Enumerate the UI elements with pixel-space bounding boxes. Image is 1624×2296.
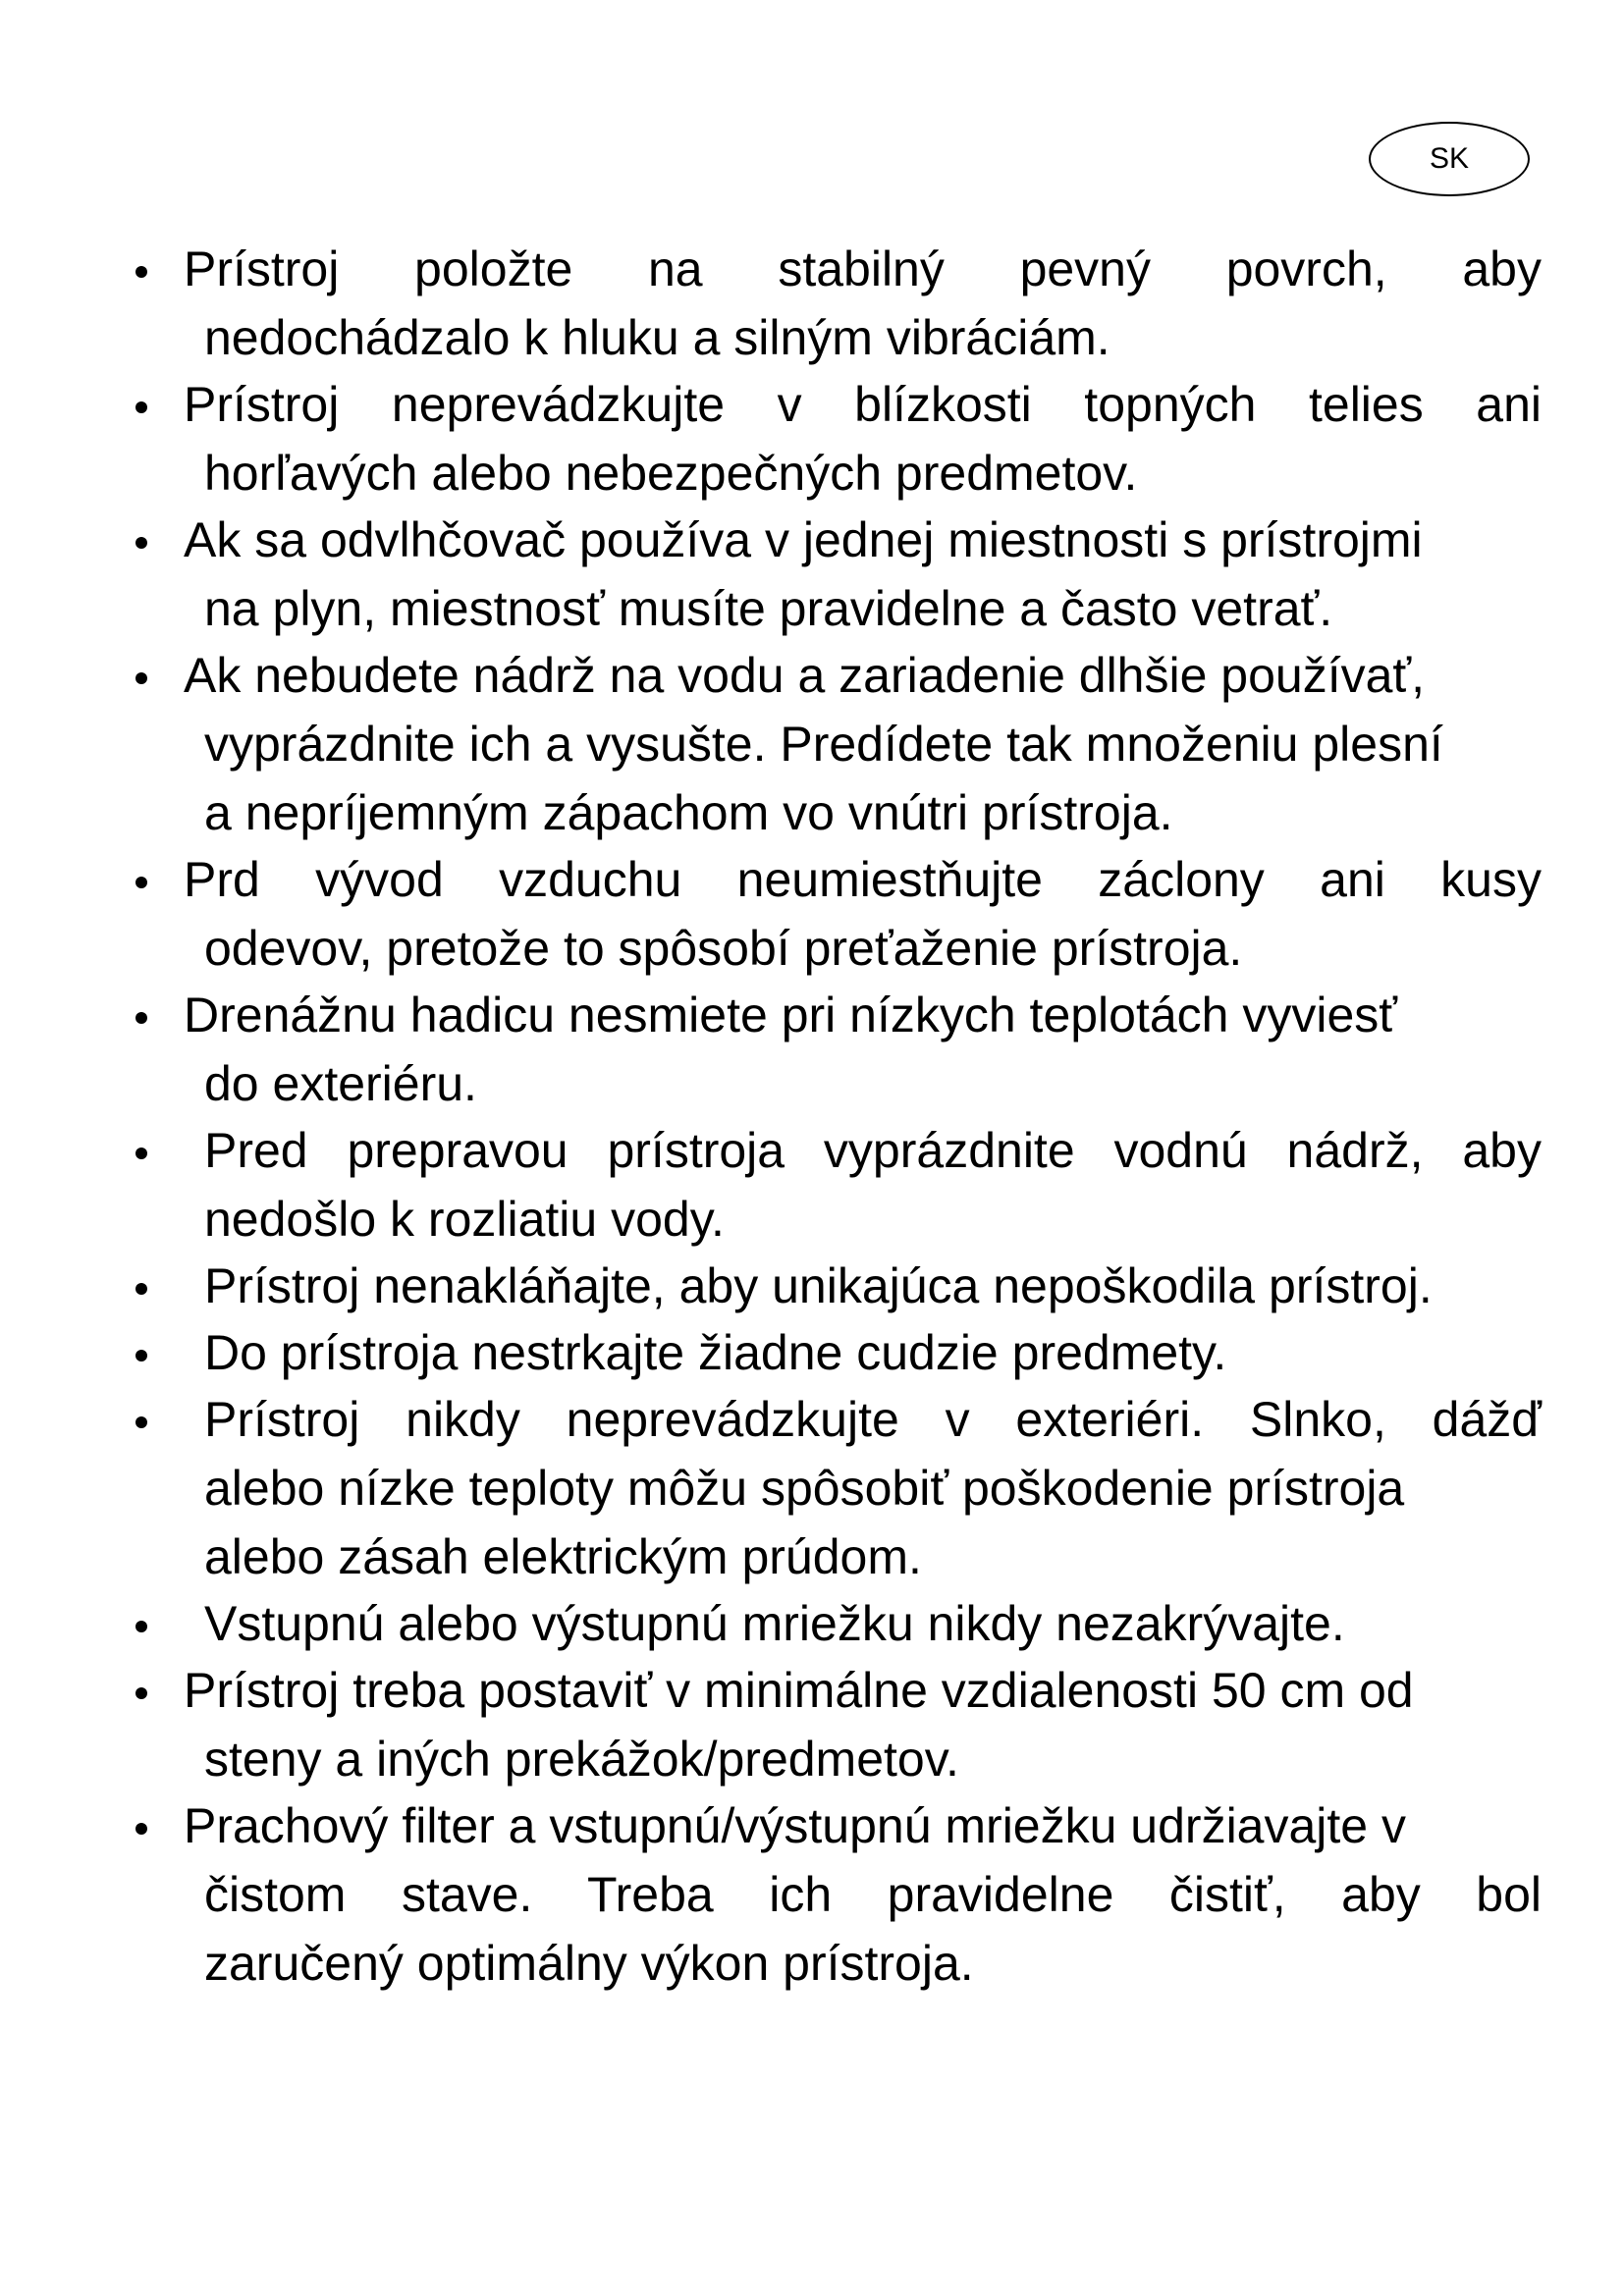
list-item-text-continued: steny a iných prekážok/predmetov.: [204, 1732, 959, 1787]
list-item: [128, 845, 1542, 983]
list-item: [128, 1116, 1542, 1254]
list-item-text-continued: nedošlo k rozliatiu vody.: [204, 1192, 725, 1247]
list-item-text: Prístroj neprevádzkujte v blízkosti topných telies ani: [184, 377, 1542, 432]
list-item-text: Prístroj nenakláňajte, aby unikajúca nepoškodila prístroj.: [204, 1258, 1433, 1313]
list-item: [128, 1252, 1522, 1320]
list-item-text: Ak nebudete nádrž na vodu a zariadenie dlhšie používať,: [184, 648, 1426, 703]
list-item-text: Ak sa odvlhčovač používa v jednej miestnosti s prístrojmi: [184, 512, 1423, 567]
list-item: [128, 1791, 1542, 1998]
list-item-text: Prístroj treba postaviť v minimálne vzdialenosti 50 cm od: [184, 1663, 1414, 1718]
bullet-icon: [135, 877, 147, 888]
list-item: [128, 1385, 1542, 1591]
list-item-text-continued: čistom stave. Treba ich pravidelne čistiť, aby bol: [204, 1867, 1542, 1922]
bullet-icon: [135, 537, 147, 549]
bullet-icon: [135, 1012, 147, 1024]
list-item-text-continued: a nepríjemným zápachom vo vnútri prístroja.: [204, 785, 1173, 840]
list-item-text-continued: horľavých alebo nebezpečných predmetov.: [204, 446, 1138, 501]
safety-instructions-list: [128, 235, 1542, 1996]
list-item-text-continued: alebo zásah elektrickým prúdom.: [204, 1529, 922, 1584]
list-item-text-continued: odevov, pretože to spôsobí preťaženie prístroja.: [204, 921, 1243, 976]
bullet-icon: [135, 1416, 147, 1428]
bullet-icon: [135, 1687, 147, 1699]
list-item-text: Prístroj nikdy neprevádzkujte v exteriéri. Slnko, dážď: [204, 1392, 1542, 1447]
list-item-text-continued: na plyn, miestnosť musíte pravidelne a často vetrať.: [204, 581, 1333, 636]
list-item-text: Do prístroja nestrkajte žiadne cudzie predmety.: [204, 1325, 1227, 1380]
list-item-text-continued: alebo nízke teploty môžu spôsobiť poškodenie prístroja: [204, 1461, 1405, 1516]
bullet-icon: [135, 1148, 147, 1159]
language-badge: SK: [1369, 122, 1530, 196]
list-item-text: Vstupnú alebo výstupnú mriežku nikdy nezakrývajte.: [204, 1596, 1345, 1651]
bullet-icon: [135, 672, 147, 684]
list-item-text-continued: nedochádzalo k hluku a silným vibráciám.: [204, 310, 1110, 365]
bullet-icon: [135, 1350, 147, 1362]
list-item: [128, 981, 1522, 1118]
list-item-text: Prístroj položte na stabilný pevný povrch, aby: [184, 241, 1542, 296]
bullet-icon: [135, 401, 147, 413]
list-item-text-continued: do exteriéru.: [204, 1056, 477, 1111]
list-item: [128, 370, 1542, 507]
list-item: [128, 1656, 1522, 1793]
bullet-icon: [135, 1621, 147, 1632]
list-item-text-continued: vyprázdnite ich a vysušte. Predídete tak množeniu plesní: [204, 717, 1443, 772]
list-item-text: Prachový filter a vstupnú/výstupnú mriežku udržiavajte v: [184, 1798, 1406, 1853]
list-item-text: Pred prepravou prístroja vyprázdnite vodnú nádrž, aby: [204, 1123, 1542, 1178]
list-item-text: Drenážnu hadicu nesmiete pri nízkych teplotách vyviesť: [184, 988, 1398, 1042]
bullet-icon: [135, 1823, 147, 1835]
list-item: [128, 641, 1522, 847]
list-item-text-continued: zaručený optimálny výkon prístroja.: [204, 1936, 974, 1991]
bullet-icon: [135, 266, 147, 278]
bullet-icon: [135, 1283, 147, 1295]
list-item-text: Prd vývod vzduchu neumiestňujte záclony ani kusy: [184, 852, 1542, 907]
list-item: [128, 1589, 1522, 1658]
list-item: [128, 506, 1522, 643]
list-item: [128, 1318, 1522, 1387]
list-item: [128, 235, 1542, 372]
